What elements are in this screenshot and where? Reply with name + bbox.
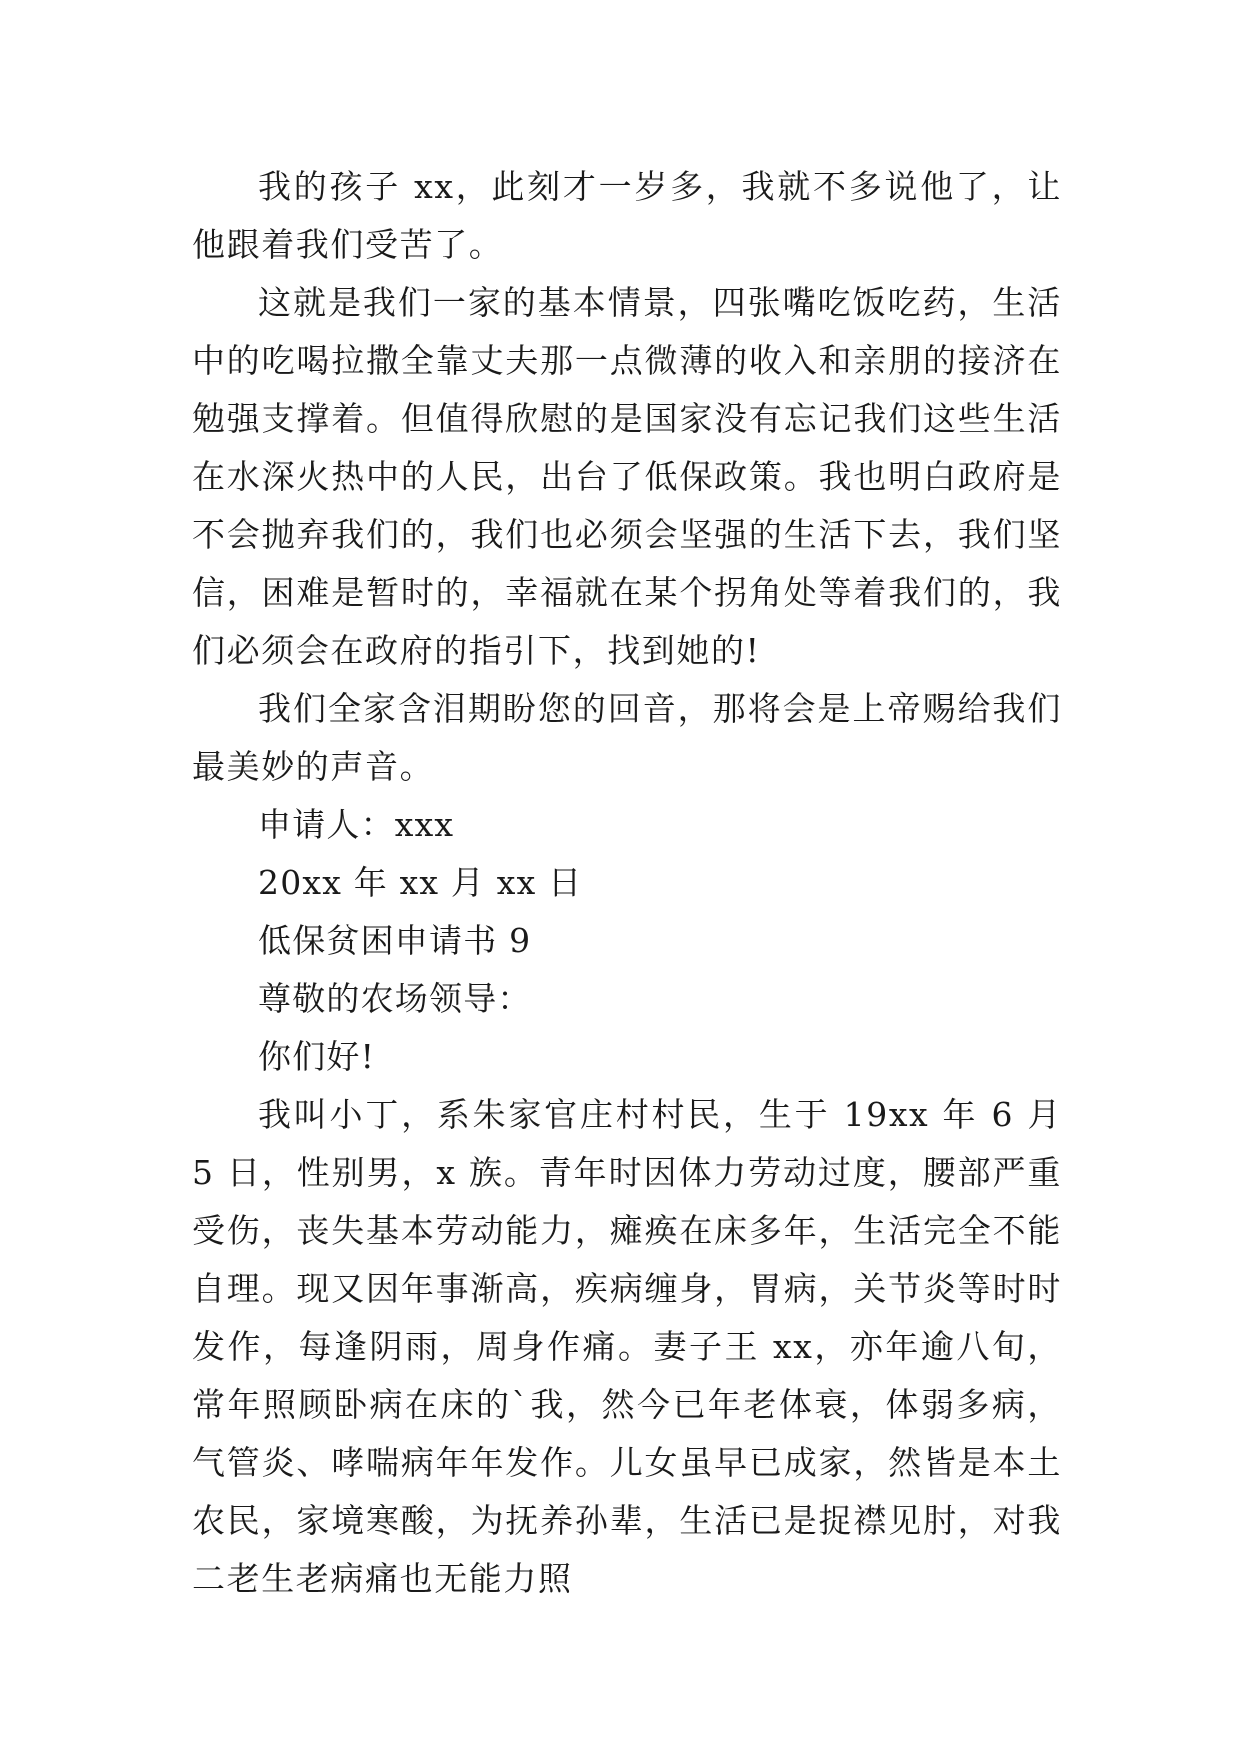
greeting: 你们好!	[258, 1037, 376, 1076]
salutation: 尊敬的农场领导：	[258, 979, 532, 1018]
date-line: 20xx 年 xx 月 xx 日	[258, 863, 583, 902]
applicant-line: 申请人：xxx	[258, 805, 455, 844]
document-body	[192, 158, 1062, 1608]
paragraph-child: 我的孩子 xx，此刻才一岁多，我就不多说他了，让他跟着我们受苦了。	[192, 167, 1062, 264]
paragraph-applicant-background: 我叫小丁，系朱家官庄村村民，生于 19xx 年 6 月 5 日，性别男，x 族。青年时因体力劳动过度，腰部严重受伤，丧失基本劳动能力，瘫痪在床多年，生活完全不能自理。现又因年事渐高，疾病缠身，胃病，关节炎等时时发作，每逢阴雨，周身作痛。妻子王 xx，亦年逾八旬，常年照顾卧病在床的`我，然今已年老体衰，体弱多病，气管炎、哮喘病年年发作。儿女虽早已成家，然皆是本土农民，家境寒酸，为抚养孙辈，生活已是捉襟见肘，对我二老生老病痛也无能力照	[192, 1095, 1062, 1598]
letter-title: 低保贫困申请书 9	[258, 921, 532, 960]
paragraph-closing-hope: 我们全家含泪期盼您的回音，那将会是上帝赐给我们最美妙的声音。	[192, 689, 1062, 786]
paragraph-family-situation: 这就是我们一家的基本情景，四张嘴吃饭吃药，生活中的吃喝拉撒全靠丈夫那一点微薄的收入和亲朋的接济在勉强支撑着。但值得欣慰的是国家没有忘记我们这些生活在水深火热中的人民，出台了低保政策。我也明白政府是不会抛弃我们的，我们也必须会坚强的生活下去，我们坚信，困难是暂时的，幸福就在某个拐角处等着我们的，我们必须会在政府的指引下，找到她的!	[192, 283, 1062, 670]
